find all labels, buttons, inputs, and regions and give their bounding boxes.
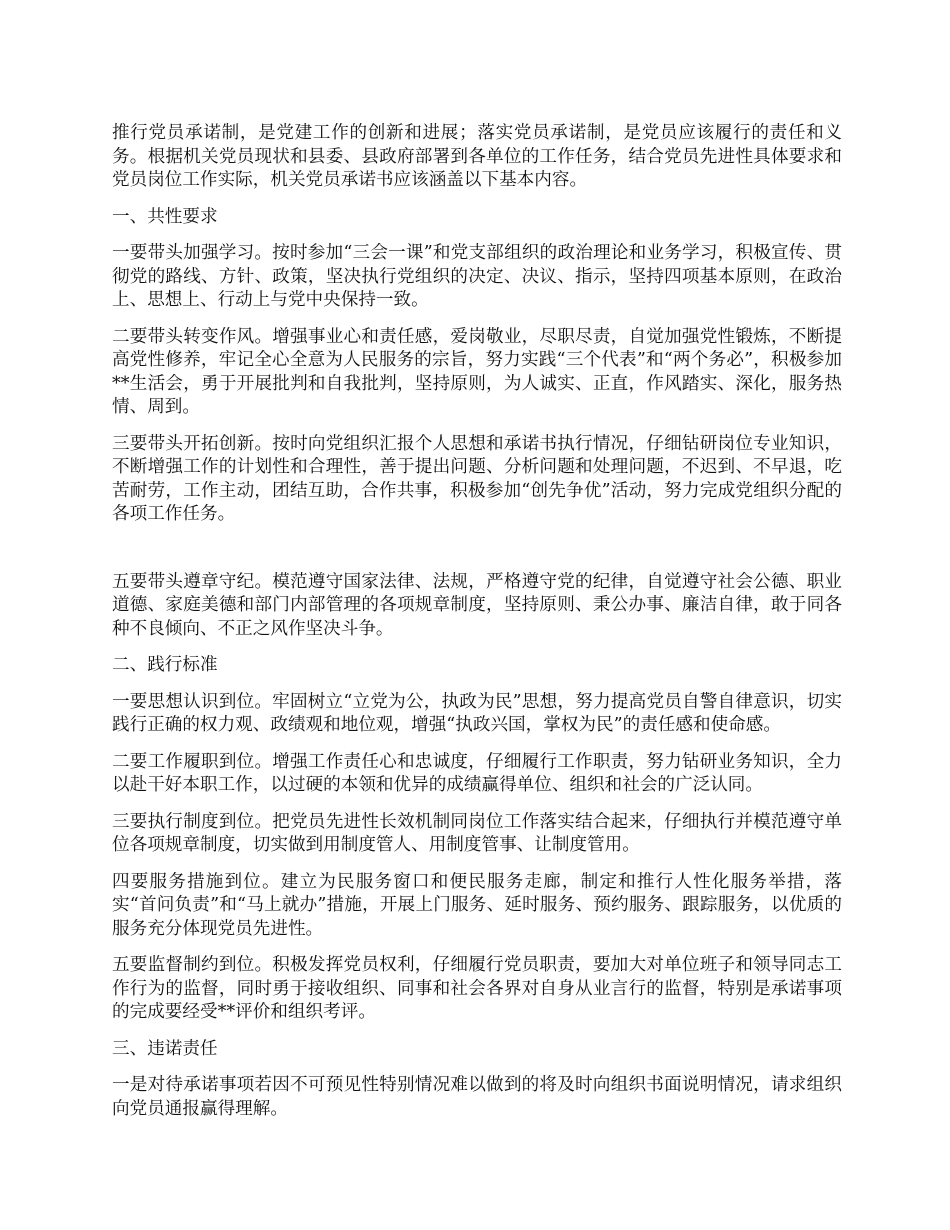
section-heading-breach-liability: 三、违诺责任 — [112, 1038, 218, 1059]
paragraph-unforeseen: 一是对待承诺事项若因不可预见性特别情况难以做到的将及时向组织书面说明情况，请求组织向党员通报赢得理解。 — [112, 1075, 842, 1119]
paragraph-rules: 三要执行制度到位。把党员先进性长效机制同岗位工作落实结合起来，仔细执行并模范遵守单位各项规章制度，切实做到用制度管人、用制度管事、让制度管用。 — [112, 811, 842, 855]
paragraph-duty: 二要工作履职到位。增强工作责任心和忠诚度，仔细履行工作职责，努力钻研业务知识，全力以赴干好本职工作，以过硬的本领和优异的成绩赢得单位、组织和社会的广泛认同。 — [112, 751, 842, 795]
paragraph-work-style: 二要带头转变作风。增强事业心和责任感，爱岗敬业，尽职尽责，自觉加强党性锻炼，不断提高党性修养，牢记全心全意为人民服务的宗旨，努力实践“三个代表”和“两个务必”，积极参加**生活会，勇于开展批判和自我批判，坚持原则，为人诚实、正直，作风踏实、深化，服务热情、周到。 — [112, 326, 842, 417]
paragraph-discipline: 五要带头遵章守纪。模范遵守国家法律、法规，严格遵守党的纪律，自觉遵守社会公德、职业道德、家庭美德和部门内部管理的各项规章制度，坚持原则、秉公办事、廉洁自律，敢于同各种不良倾向、不正之风作坚决斗争。 — [112, 571, 842, 639]
paragraph-study: 一要带头加强学习。按时参加“三会一课”和党支部组织的政治理论和业务学习，积极宣传、贯彻党的路线、方针、政策，坚决执行党组织的决定、决议、指示，坚持四项基本原则，在政治上、思想上、行动上与党中央保持一致。 — [112, 243, 842, 310]
paragraph-supervision: 五要监督制约到位。积极发挥党员权利，仔细履行党员职责，要加大对单位班子和领导同志工作行为的监督，同时勇于接收组织、同事和社会各界对自身从业言行的监督，特别是承诺事项的完成要经受**评价和组织考评。 — [112, 955, 842, 1022]
document-body — [112, 122, 842, 1134]
intro-paragraph: 推行党员承诺制，是党建工作的创新和进展；落实党员承诺制，是党员应该履行的责任和义务。根据机关党员现状和县委、县政府部署到各单位的工作任务，结合党员先进性具体要求和党员岗位工作实际，机关党员承诺书应该涵盖以下基本内容。 — [112, 123, 842, 190]
paragraph-innovation: 三要带头开拓创新。按时向党组织汇报个人思想和承诺书执行情况，仔细钻研岗位专业知识，不断增强工作的计划性和合理性，善于提出问题、分析问题和处理问题，不迟到、不早退，吃苦耐劳，工作主动，团结互助，合作共事，积极参加“创先争优”活动，努力完成党组织分配的各项工作任务。 — [112, 433, 842, 524]
paragraph-service: 四要服务措施到位。建立为民服务窗口和便民服务走廊，制定和推行人性化服务举措，落实“首问负责”和“马上就办”措施，开展上门服务、延时服务、预约服务、跟踪服务，以优质的服务充分体现党员先进性。 — [112, 871, 842, 939]
blank-gap — [112, 540, 842, 571]
section-heading-practice-standards: 二、践行标准 — [112, 655, 218, 675]
paragraph-thinking: 一要思想认识到位。牢固树立“立党为公，执政为民”思想，努力提高党员自警自律意识，切实践行正确的权力观、政绩观和地位观，增强“执政兴国，掌权为民”的责任感和使命感。 — [112, 691, 842, 735]
section-heading-common-requirements: 一、共性要求 — [112, 206, 218, 227]
